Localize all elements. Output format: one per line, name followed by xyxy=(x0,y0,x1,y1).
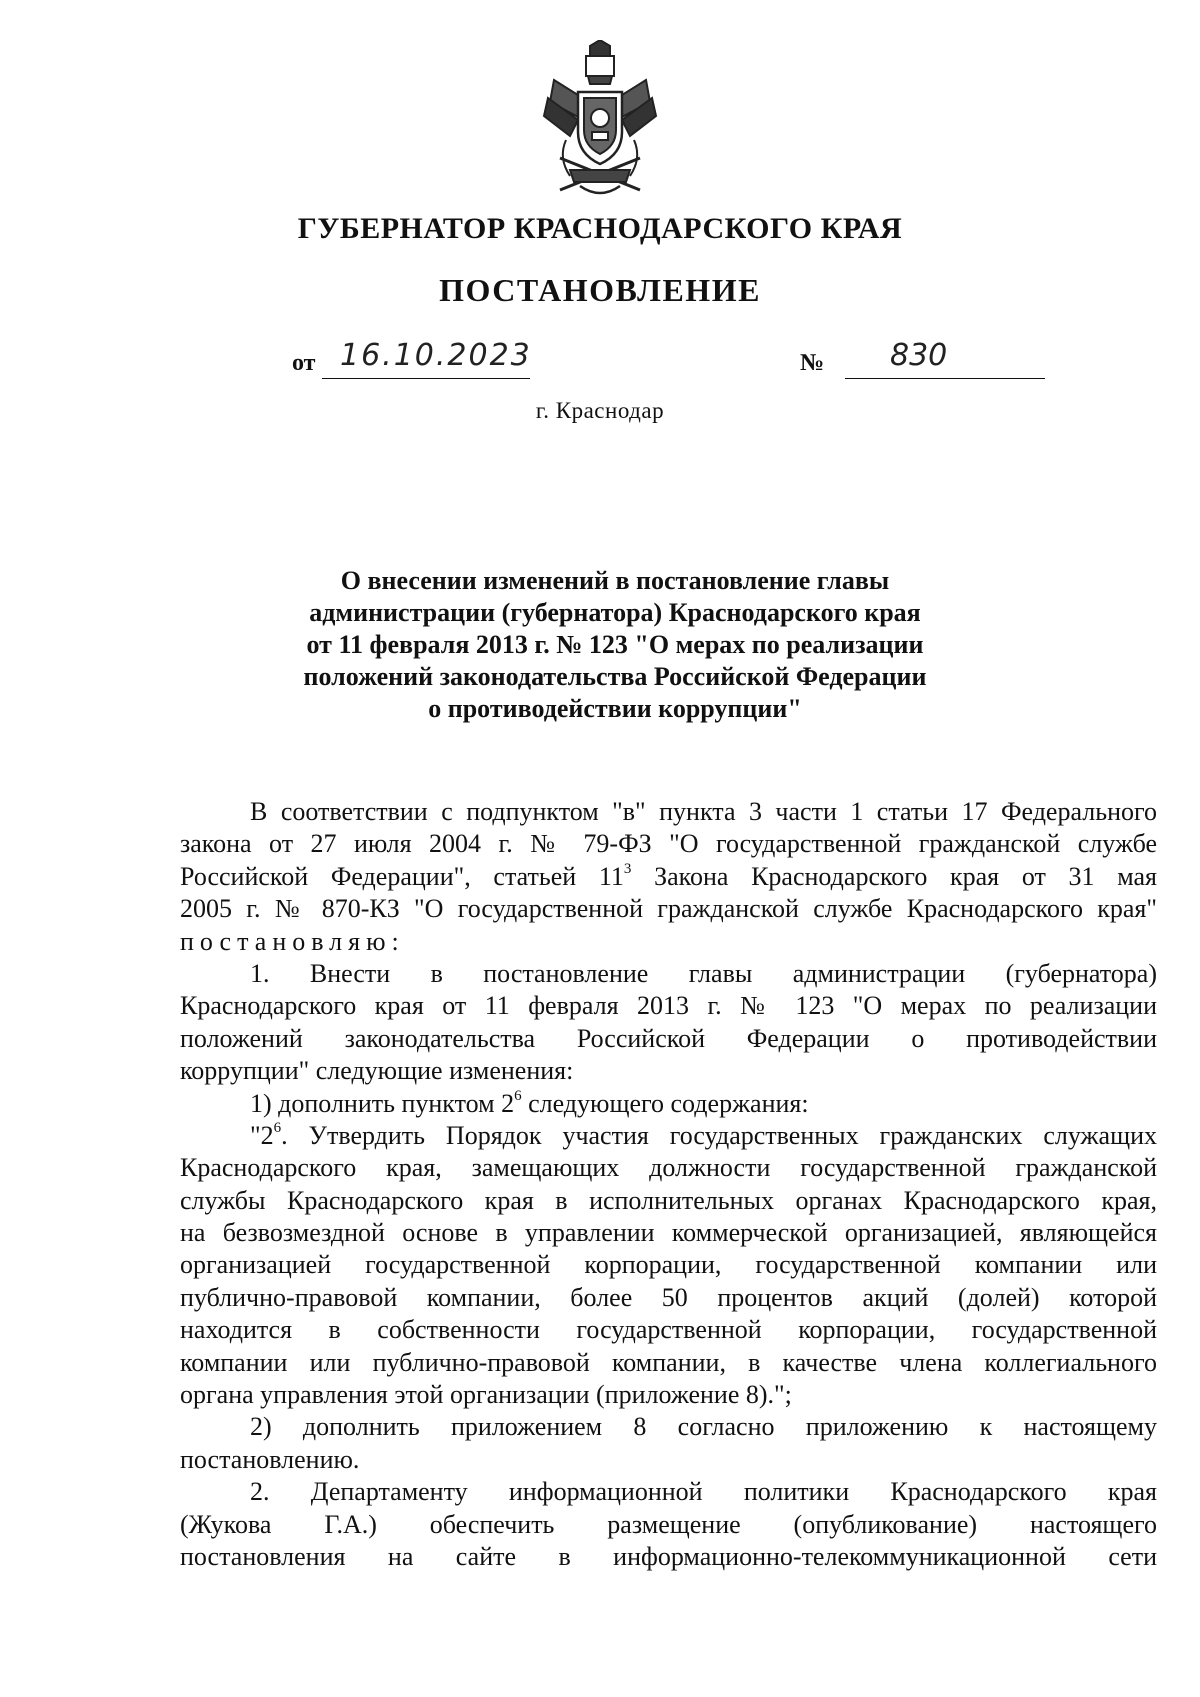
body-line: постановляю: xyxy=(180,926,405,956)
body-line: находится в собственности государственной корпорации, государственной xyxy=(180,1315,1157,1345)
number-underline xyxy=(845,378,1045,379)
body-line: службы Краснодарского края в исполнительных органах Краснодарского края, xyxy=(180,1185,1157,1215)
body-line: постановления на сайте в информационно-телекоммуникационной сети xyxy=(180,1541,1157,1571)
text-part: 1) дополнить пунктом 2 xyxy=(250,1088,515,1118)
body-line: В соответствии с подпунктом "в" пункта 3 части 1 статьи 17 Федерального xyxy=(250,797,1157,826)
body-line: 2) дополнить приложением 8 согласно приложению к настоящему xyxy=(250,1412,1157,1442)
date-number-row xyxy=(0,338,1200,382)
text-part: Российской Федерации", статьей 11 xyxy=(180,861,624,891)
body-line: коррупции" следующие изменения: xyxy=(180,1056,574,1086)
body-line xyxy=(180,1088,1157,1120)
title-line: от 11 февраля 2013 г. № 123 "О мерах по реализации xyxy=(306,630,924,659)
superscript: 3 xyxy=(623,861,632,878)
body-line: Краснодарского края от 11 февраля 2013 г. № 123 "О мерах по реализации xyxy=(180,991,1157,1021)
title-line: О внесении изменений в постановление главы xyxy=(340,566,890,595)
body-line: закона от 27 июля 2004 г. № 79-ФЗ "О государственной гражданской службе xyxy=(180,829,1157,859)
document-type-heading: ПОСТАНОВЛЕНИЕ xyxy=(439,272,761,308)
date-value: 16.10.2023 xyxy=(340,338,532,373)
body-line: положений законодательства Российской Федерации о противодействии xyxy=(180,1023,1157,1053)
body-line xyxy=(180,1120,1157,1152)
body-line: (Жукова Г.А.) обеспечить размещение (опубликование) настоящего xyxy=(180,1509,1157,1539)
city-label: г. Краснодар xyxy=(535,398,665,423)
document-body xyxy=(180,796,1157,1573)
number-prefix: № xyxy=(800,350,825,376)
body-line xyxy=(180,861,1157,893)
body-line: 2005 г. № 870-КЗ "О государственной гражданской службе Краснодарского края" xyxy=(180,894,1157,924)
authority-heading: ГУБЕРНАТОР КРАСНОДАРСКОГО КРАЯ xyxy=(297,212,903,245)
body-line: компании или публично-правовой компании, в качестве члена коллегиального xyxy=(180,1347,1157,1377)
body-line: публично-правовой компании, более 50 процентов акций (долей) которой xyxy=(180,1282,1157,1312)
title-line: о противодействии коррупции" xyxy=(428,694,802,723)
text-part: . Утвердить Порядок участия государственных гражданских служащих xyxy=(281,1120,1157,1150)
body-line: организацией государственной корпорации, государственной компании или xyxy=(180,1250,1157,1280)
number-value: 830 xyxy=(890,338,948,373)
text-part: следующего содержания: xyxy=(521,1088,809,1118)
title-line: администрации (губернатора) Краснодарского края xyxy=(309,598,921,627)
coat-of-arms-emblem xyxy=(540,40,660,205)
date-prefix: от xyxy=(292,350,316,376)
date-underline xyxy=(322,378,530,379)
text-part: Закона Краснодарского края от 31 мая xyxy=(631,861,1157,891)
body-line: органа управления этой организации (приложение 8)."; xyxy=(180,1380,792,1410)
body-line: 1. Внести в постановление главы администрации (губернатора) xyxy=(250,958,1157,988)
body-line: постановлению. xyxy=(180,1444,360,1474)
body-line: Краснодарского края, замещающих должности государственной гражданской xyxy=(180,1153,1157,1183)
superscript: 6 xyxy=(273,1120,282,1137)
text-part: "2 xyxy=(250,1120,274,1150)
superscript: 6 xyxy=(514,1087,522,1104)
document-title xyxy=(300,565,930,725)
body-line: 2. Департаменту информационной политики Краснодарского края xyxy=(250,1477,1157,1507)
body-line: на безвозмездной основе в управлении коммерческой организацией, являющейся xyxy=(180,1218,1157,1248)
title-line: положений законодательства Российской Федерации xyxy=(303,662,927,691)
